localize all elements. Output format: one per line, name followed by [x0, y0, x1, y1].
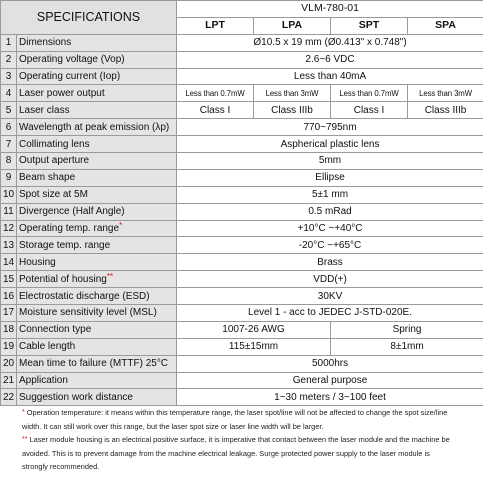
- footnote-line: [22, 447, 477, 461]
- spec-name-cell: [17, 153, 177, 170]
- spec-name-cell: [17, 119, 177, 136]
- table-row: [1, 237, 483, 254]
- spec-name-cell: [17, 169, 177, 186]
- spec-name-cell: [17, 355, 177, 372]
- row-number: 16: [1, 288, 17, 305]
- spec-name-cell: [17, 220, 177, 237]
- footnote-line: [22, 433, 477, 447]
- spec-name: Spot size at 5M: [19, 189, 88, 201]
- spec-value: Spring: [331, 321, 483, 338]
- spec-value: Aspherical plastic lens: [177, 136, 483, 153]
- row-number: 5: [1, 102, 17, 119]
- spec-value: 8±1mm: [331, 338, 483, 355]
- spec-name: Operating current (Iop): [19, 71, 121, 82]
- table-row: [1, 389, 483, 406]
- table-row: [1, 254, 483, 271]
- footnote-text: width. It can still work over this range, but the laser spot size or laser line width will be larger.: [22, 421, 324, 431]
- row-number: 7: [1, 136, 17, 153]
- footnote-line: [22, 420, 477, 434]
- footnotes: [22, 406, 477, 474]
- row-number: 4: [1, 85, 17, 102]
- footnote-marker: *: [119, 221, 123, 231]
- table-row: [1, 102, 483, 119]
- table-row: [1, 338, 483, 355]
- spec-value: 30KV: [177, 288, 483, 305]
- spec-name-cell: [17, 288, 177, 305]
- variant-spt: SPT: [331, 17, 408, 34]
- row-number: 15: [1, 271, 17, 288]
- footnote-text: strongly recommended.: [22, 462, 100, 471]
- spec-name: Housing: [19, 256, 56, 268]
- spec-name-cell: [17, 305, 177, 322]
- spec-name: Cable length: [19, 341, 76, 353]
- spec-value: Brass: [177, 254, 483, 271]
- spec-name-cell: [17, 237, 177, 254]
- row-number: 6: [1, 119, 17, 136]
- spec-value: Level 1 - acc to JEDEC J-STD-020E.: [177, 305, 483, 322]
- spec-name: Potential of housing: [19, 273, 107, 285]
- spec-name: Moisture sensitivity level (MSL): [19, 307, 157, 319]
- spec-value: 5±1 mm: [177, 186, 483, 203]
- spec-value: Less than 3mW: [254, 85, 331, 102]
- row-number: 2: [1, 51, 17, 68]
- spec-name: Laser class: [19, 104, 70, 116]
- footnote-text: Operation temperature: it means within this temperature range, the laser spot/line will not be affected to change the spot size/line: [26, 408, 448, 417]
- spec-value: General purpose: [177, 372, 483, 389]
- table-row: [1, 119, 483, 136]
- row-number: 11: [1, 203, 17, 220]
- spec-name-cell: [17, 136, 177, 153]
- spec-name-cell: [17, 338, 177, 355]
- spec-value: Class I: [177, 102, 254, 119]
- spec-value: 0.5 mRad: [177, 203, 483, 220]
- spec-name-cell: [17, 51, 177, 68]
- footnote-line: [22, 406, 477, 420]
- spec-value: Class IIIb: [254, 102, 331, 119]
- spec-name: Connection type: [19, 324, 92, 336]
- row-number: 12: [1, 220, 17, 237]
- spec-value: 5000hrs: [177, 355, 483, 372]
- row-number: 20: [1, 355, 17, 372]
- table-row: [1, 85, 483, 102]
- table-row: [1, 186, 483, 203]
- spec-name-cell: [17, 203, 177, 220]
- spec-name: Mean time to failure (MTTF) 25°C: [19, 358, 169, 370]
- row-number: 17: [1, 305, 17, 322]
- table-row: [1, 271, 483, 288]
- spec-value: -20°C ~+65°C: [177, 237, 483, 254]
- spec-value: Less than 40mA: [177, 68, 483, 85]
- spec-name-cell: [17, 389, 177, 406]
- table-row: [1, 203, 483, 220]
- spec-name: Storage temp. range: [19, 239, 111, 251]
- spec-value: Class I: [331, 102, 408, 119]
- row-number: 14: [1, 254, 17, 271]
- row-number: 22: [1, 389, 17, 406]
- spec-name: Wavelength at peak emission (λp): [19, 121, 170, 133]
- table-row: [1, 51, 483, 68]
- spec-value: 5mm: [177, 153, 483, 170]
- spec-name: Collimating lens: [19, 138, 90, 150]
- spec-name: Operating voltage (Vop): [19, 54, 125, 66]
- table-row: [1, 355, 483, 372]
- variant-spa: SPA: [408, 17, 483, 34]
- row-number: 19: [1, 338, 17, 355]
- table-row: [1, 34, 483, 51]
- spec-value: VDD(+): [177, 271, 483, 288]
- spec-name-cell: [17, 85, 177, 102]
- table-row: [1, 305, 483, 322]
- footnote-marker: **: [22, 436, 28, 443]
- spec-name-cell: [17, 34, 177, 51]
- spec-name: Laser power output: [19, 87, 105, 99]
- row-number: 21: [1, 372, 17, 389]
- spec-value: 2.6~6 VDC: [177, 51, 483, 68]
- spec-value: Less than 0.7mW: [331, 85, 408, 102]
- spec-name-cell: [17, 321, 177, 338]
- row-number: 10: [1, 186, 17, 203]
- spec-name: Suggestion work distance: [19, 391, 133, 403]
- spec-name-cell: [17, 68, 177, 85]
- spec-name: Electrostatic discharge (ESD): [19, 290, 150, 302]
- row-number: 1: [1, 34, 17, 51]
- spec-value: 1007-26 AWG: [177, 321, 331, 338]
- spec-name-cell: [17, 254, 177, 271]
- row-number: 8: [1, 153, 17, 170]
- spec-name: Operating temp. range: [19, 223, 120, 235]
- spec-name-cell: [17, 186, 177, 203]
- table-row: [1, 321, 483, 338]
- table-row: [1, 220, 483, 237]
- table-row: [1, 169, 483, 186]
- spec-name: Dimensions: [19, 37, 72, 49]
- row-number: 18: [1, 321, 17, 338]
- footnote-marker: **: [106, 271, 114, 281]
- variant-lpt: LPT: [177, 17, 254, 34]
- spec-value: Ellipse: [177, 169, 483, 186]
- spec-name-cell: [17, 102, 177, 119]
- spec-name-cell: [17, 271, 177, 288]
- table-row: [1, 372, 483, 389]
- row-number: 13: [1, 237, 17, 254]
- spec-name: Output aperture: [19, 155, 90, 167]
- spec-value: Ø10.5 x 19 mm (Ø0.413" x 0.748"): [177, 34, 483, 51]
- spec-value: Less than 3mW: [408, 85, 483, 102]
- header-row-1: [1, 1, 483, 18]
- spec-value: Class IIIb: [408, 102, 483, 119]
- spec-value: Less than 0.7mW: [177, 85, 254, 102]
- row-number: 9: [1, 169, 17, 186]
- table-row: [1, 68, 483, 85]
- spec-value: 770~795nm: [177, 119, 483, 136]
- footnote-line: [22, 460, 477, 474]
- spec-value: 115±15mm: [177, 338, 331, 355]
- spec-name: Beam shape: [19, 172, 76, 184]
- spec-name: Application: [19, 375, 68, 387]
- specifications-title: SPECIFICATIONS: [1, 1, 177, 35]
- table-row: [1, 153, 483, 170]
- footnote-text: avoided. This is to prevent damage from the machine electrical leakage. Surge protected power supply to the laser module is: [22, 448, 430, 458]
- table-row: [1, 136, 483, 153]
- variant-lpa: LPA: [254, 17, 331, 34]
- row-number: 3: [1, 68, 17, 85]
- model-number: VLM-780-01: [177, 1, 483, 18]
- spec-value: +10°C ~+40°C: [177, 220, 483, 237]
- spec-name: Divergence (Half Angle): [19, 206, 125, 218]
- table-row: [1, 288, 483, 305]
- footnote-text: Laser module housing is an electrical positive surface, it is imperative that contact between the laser module and the machine be: [29, 435, 450, 444]
- footnote-marker: *: [22, 409, 25, 416]
- spec-value: 1~30 meters / 3~100 feet: [177, 389, 483, 406]
- spec-name-cell: [17, 372, 177, 389]
